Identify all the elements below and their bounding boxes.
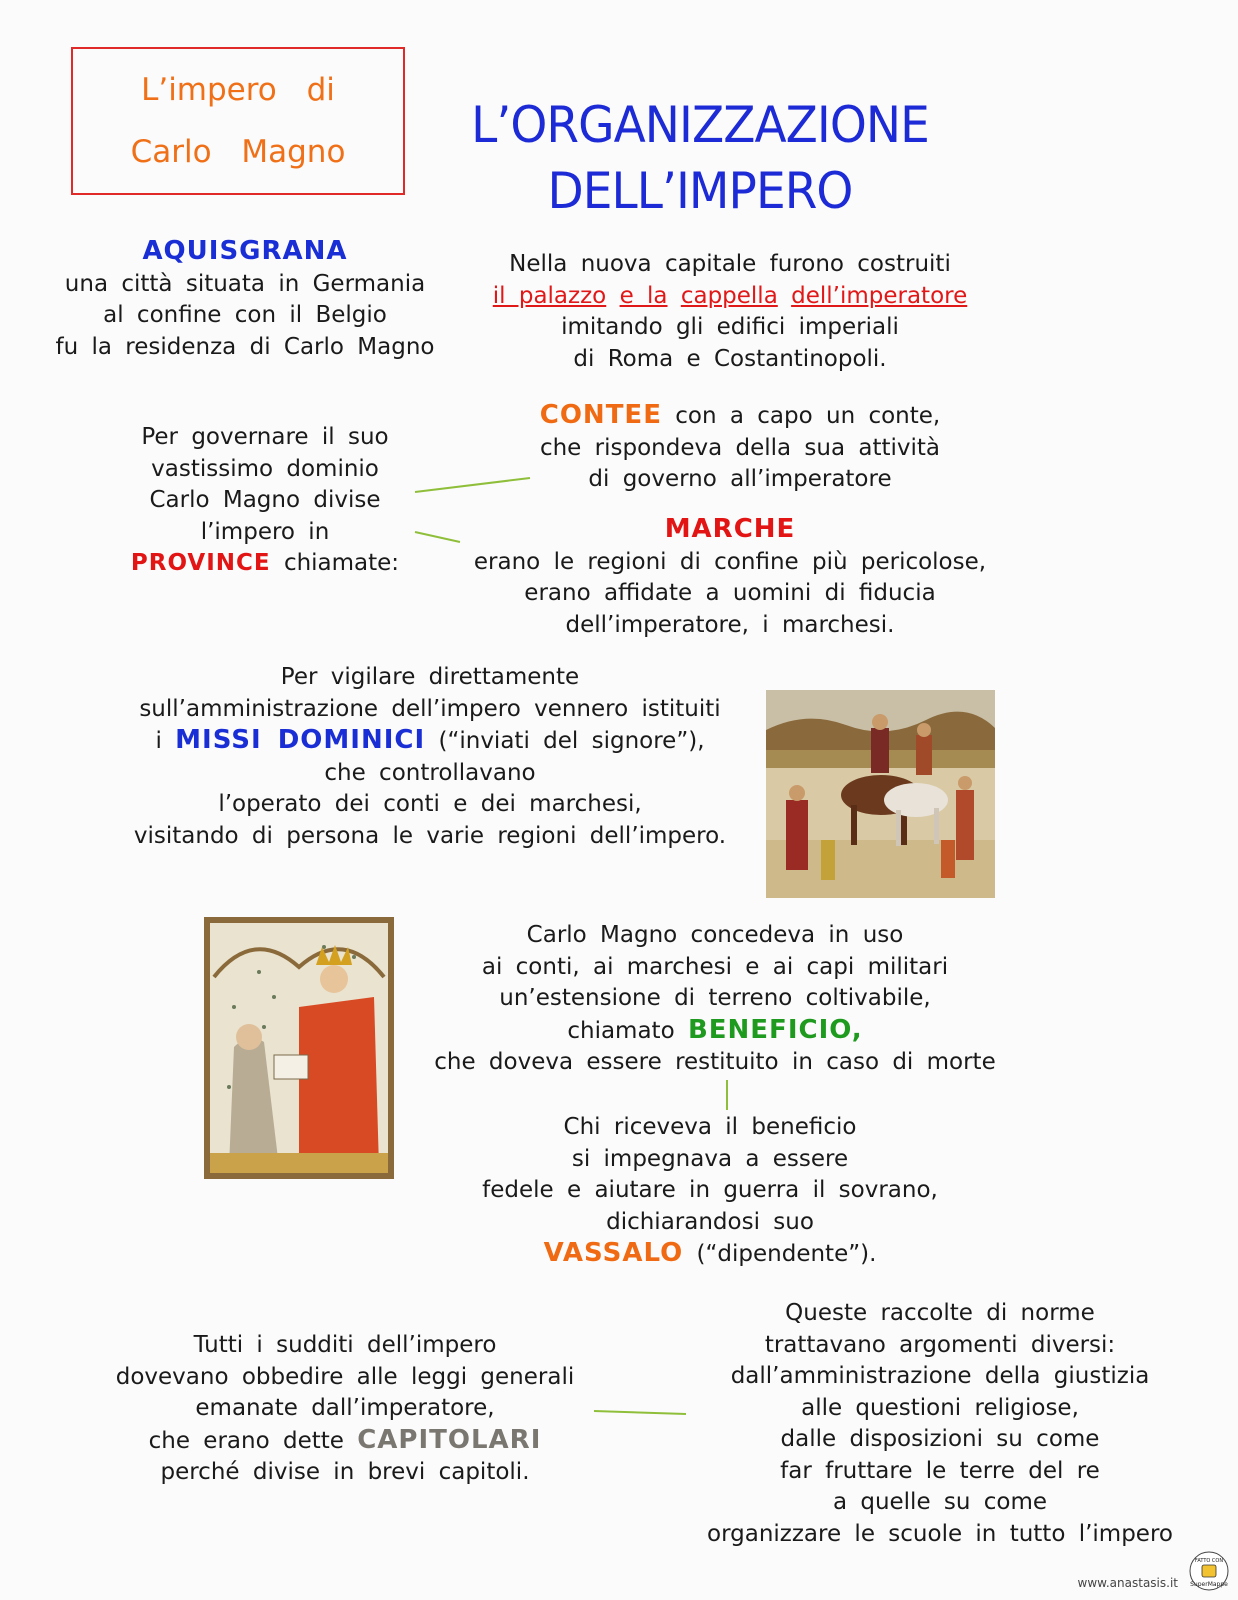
badge-icon xyxy=(1202,1565,1216,1577)
province-keyword: PROVINCE xyxy=(130,550,271,576)
missi-prefix: i xyxy=(155,728,162,754)
aquisgrana-line: una città situata in Germania xyxy=(64,270,426,297)
norme-line: alle questioni religiose, xyxy=(801,1394,1079,1421)
norme-line: a quelle su come xyxy=(832,1489,1048,1515)
vassallo-suffix: (“dipendente”). xyxy=(696,1241,877,1267)
missi-line: Per vigilare direttamente xyxy=(280,664,580,690)
vassallo-keyword: VASSALO xyxy=(543,1238,684,1268)
beneficio-line: ai conti, ai marchesi e ai capi militari xyxy=(481,953,949,980)
capitolari-block xyxy=(90,1330,600,1489)
topic-title-line1: L’impero di xyxy=(141,72,335,108)
aquisgrana-keyword: AQUISGRANA xyxy=(142,236,348,266)
page-title xyxy=(446,92,954,224)
page-title-line2: DELL’IMPERO xyxy=(547,162,853,220)
province-line: l’impero in xyxy=(200,518,330,545)
missi-keyword: MISSI DOMINICI xyxy=(175,725,426,755)
cappella-text: cappella xyxy=(680,282,778,309)
contee-line: di governo all’imperatore xyxy=(588,466,892,492)
beneficio-keyword: BENEFICIO, xyxy=(687,1014,863,1045)
contee-line: con a capo un conte, xyxy=(675,403,941,429)
missi-line: visitando di persona le varie regioni dell’impero. xyxy=(133,822,727,849)
marche-keyword: MARCHE xyxy=(664,514,796,544)
marche-line: dell’imperatore, i marchesi. xyxy=(565,611,895,638)
e-la-text: e la xyxy=(619,282,668,309)
missi-line: l’operato dei conti e dei marchesi, xyxy=(218,791,642,817)
capitolari-connector xyxy=(590,1408,690,1418)
vassallo-line: Chi riceveva il beneficio xyxy=(563,1114,857,1140)
aquisgrana-line: al confine con il Belgio xyxy=(103,302,387,328)
vassallo-line: dichiarandosi suo xyxy=(606,1208,814,1235)
beneficio-prefix: chiamato xyxy=(567,1017,675,1044)
capitolari-line: emanate dall’imperatore, xyxy=(195,1395,495,1421)
imperatore-text: dell’imperatore xyxy=(791,282,968,309)
topic-title-line2: Carlo Magno xyxy=(130,134,346,170)
contee-block xyxy=(500,400,980,496)
vassallo-block xyxy=(450,1112,970,1271)
topic-title-box xyxy=(71,47,405,195)
norme-line: trattavano argomenti diversi: xyxy=(764,1331,1116,1358)
capitolari-line: perché divise in brevi capitoli. xyxy=(160,1459,530,1485)
missi-suffix: (“inviati del signore”), xyxy=(438,728,705,754)
norme-line: organizzare le scuole in tutto l’impero xyxy=(707,1520,1173,1547)
beneficio-line: un’estensione di terreno coltivabile, xyxy=(499,985,931,1011)
contee-keyword: CONTEE xyxy=(539,400,662,430)
norme-line: dall’amministrazione della giustizia xyxy=(730,1363,1150,1389)
capitolari-line: dovevano obbedire alle leggi generali xyxy=(115,1363,575,1390)
province-line: vastissimo dominio xyxy=(151,455,379,482)
vassallo-line: fedele e aiutare in guerra il sovrano, xyxy=(482,1177,938,1203)
contee-line: che rispondeva della sua attività xyxy=(539,434,941,461)
marche-block xyxy=(440,514,1020,641)
province-line: Carlo Magno divise xyxy=(149,487,381,513)
vassal-illustration xyxy=(204,917,394,1179)
marche-line: erano le regioni di confine più pericolose, xyxy=(473,548,987,575)
beneficio-line: che doveva essere restituito in caso di morte xyxy=(434,1049,996,1075)
supermappe-badge xyxy=(1188,1550,1230,1592)
capitolari-prefix: che erano dette xyxy=(148,1427,344,1454)
badge-bottom-text: SuperMappe xyxy=(1190,1581,1228,1588)
norme-block xyxy=(690,1298,1190,1550)
capitale-block xyxy=(460,249,1000,375)
norme-line: far fruttare le terre del re xyxy=(780,1457,1100,1484)
aquisgrana-line: fu la residenza di Carlo Magno xyxy=(55,333,435,360)
norme-line: dalle disposizioni su come xyxy=(780,1426,1100,1452)
missi-block xyxy=(110,662,750,852)
marche-line: erano affidate a uomini di fiducia xyxy=(524,580,936,606)
norme-line: Queste raccolte di norme xyxy=(785,1300,1095,1326)
vassallo-line: si impegnava a essere xyxy=(571,1145,849,1172)
missi-line: sull’amministrazione dell’impero vennero istituiti xyxy=(139,695,721,722)
province-line: Per governare il suo xyxy=(141,424,389,450)
aquisgrana-block xyxy=(40,236,450,363)
province-block xyxy=(100,422,430,580)
palazzo-text: il palazzo xyxy=(492,282,607,309)
missi-dominici-illustration xyxy=(766,690,995,898)
footer-url[interactable]: www.anastasis.it xyxy=(1077,1576,1178,1590)
province-suffix: chiamate: xyxy=(283,550,400,576)
connector-line xyxy=(594,1411,686,1414)
page-title-line1: L’ORGANIZZAZIONE xyxy=(471,96,929,154)
capitale-line: Nella nuova capitale furono costruiti xyxy=(509,251,951,277)
beneficio-block xyxy=(410,920,1020,1079)
capitale-line: di Roma e Costantinopoli. xyxy=(573,345,887,372)
missi-line: che controllavano xyxy=(324,759,536,786)
beneficio-connector xyxy=(722,1080,732,1110)
badge-top-text: FATTO CON xyxy=(1194,1558,1224,1564)
beneficio-line: Carlo Magno concedeva in uso xyxy=(526,922,904,948)
capitolari-keyword: CAPITOLARI xyxy=(357,1424,542,1455)
capitale-line: imitando gli edifici imperiali xyxy=(561,314,899,340)
capitolari-line: Tutti i sudditi dell’impero xyxy=(193,1332,497,1358)
